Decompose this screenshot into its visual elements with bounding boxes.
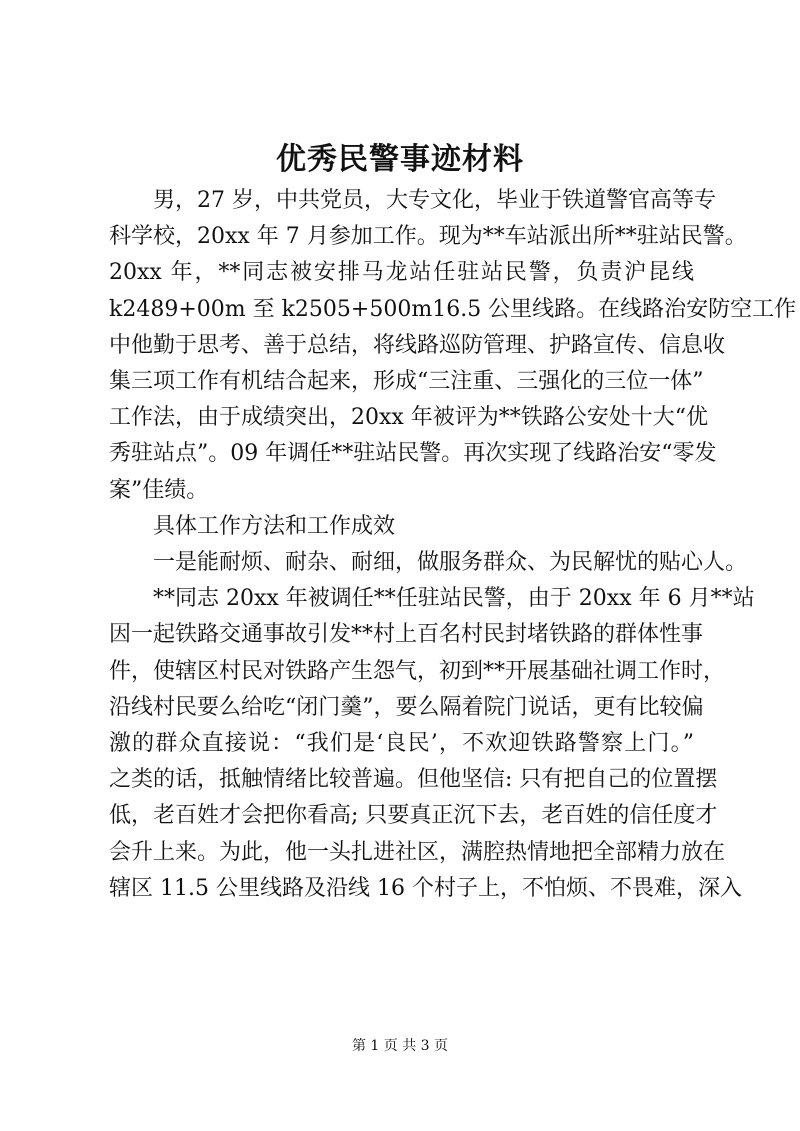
document-title: 优秀民警事迹材料	[276, 142, 524, 177]
text-line: 集三项工作有机结合起来，形成“三注重、三强化的三位一体”	[109, 369, 704, 395]
text-line: 中他勤于思考、善于总结，将线路巡防管理、护路宣传、信息收	[109, 332, 726, 358]
text-line: 因一起铁路交通事故引发**村上百名村民封堵铁路的群体性事	[109, 622, 704, 648]
text-line: 秀驻站点”。09 年调任**驻站民警。再次实现了线路治安“零发	[109, 441, 717, 467]
text-line: 会升上来。为此，他一头扎进社区，满腔热情地把全部精力放在	[109, 839, 726, 865]
text-line: k2489+00m 至 k2505+500m16.5 公里线路。在线路治安防空工作	[109, 296, 797, 322]
document-body	[109, 183, 797, 907]
text-line: 男，27 岁，中共党员，大专文化，毕业于铁道警官高等专	[153, 188, 716, 213]
text-line: 低，老百姓才会把你看高; 只要真正沉下去，老百姓的信任度才	[109, 803, 718, 829]
text-line: 案”佳绩。	[109, 477, 209, 503]
text-line: 之类的话，抵触情绪比较普遍。但他坚信: 只有把自己的位置摆	[109, 767, 718, 793]
text-line: 20xx 年，**同志被安排马龙站任驻站民警，负责沪昆线	[109, 260, 694, 286]
text-line: 辖区 11.5 公里线路及沿线 16 个村子上，不怕烦、不畏难，深入	[109, 875, 742, 901]
text-line: **同志 20xx 年被调任**任驻站民警，由于 20xx 年 6 月**站	[153, 586, 755, 612]
text-line: 激的群众直接说：“我们是‘良民’，不欢迎铁路警察上门。”	[109, 731, 694, 757]
text-line: 一是能耐烦、耐杂、耐细，做服务群众、为民解忧的贴心人。	[153, 550, 748, 576]
text-line: 件，使辖区村民对铁路产生怨气，初到**开展基础社调工作时，	[109, 658, 726, 684]
text-line: 沿线村民要么给吃“闭门羹”，要么隔着院门说话，更有比较偏	[109, 694, 704, 720]
text-line: 具体工作方法和工作成效	[153, 513, 396, 539]
text-line: 工作法，由于成绩突出，20xx 年被评为**铁路公安处十大“优	[109, 405, 709, 431]
page-number-footer: 第 1 页 共 3 页	[351, 1038, 449, 1054]
text-line: 科学校，20xx 年 7 月参加工作。现为**车站派出所**驻站民警。	[109, 224, 747, 250]
